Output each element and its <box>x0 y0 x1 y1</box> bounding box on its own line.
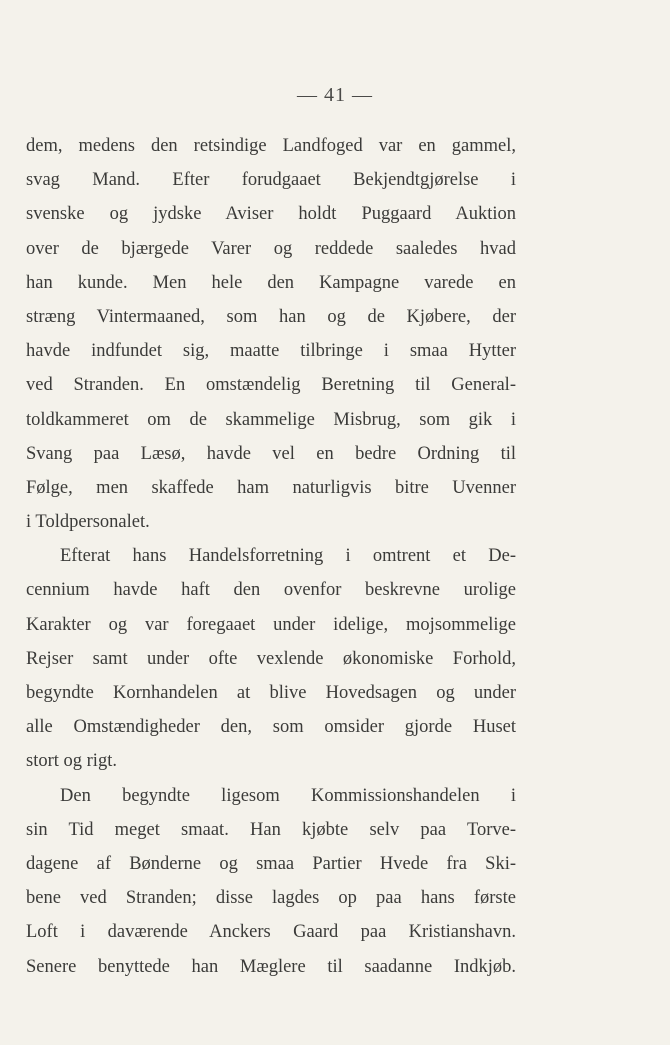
text-line: havde indfundet sig, maatte tilbringe i smaa Hytter <box>26 341 516 362</box>
text-line: Loft i daværende Anckers Gaard paa Kristianshavn. <box>26 922 516 943</box>
text-line: han kunde. Men hele den Kampagne varede en <box>26 272 516 293</box>
text-line: ved Stranden. En omstændelig Beretning til General- <box>26 375 516 396</box>
text-line: Senere benyttede han Mæglere til saadanne Indkjøb. <box>26 956 516 977</box>
page-number: — 41 — <box>297 84 373 106</box>
text-line: Følge, men skaffede ham naturligvis bitre Uvenner <box>26 477 516 498</box>
text-line: stræng Vintermaaned, som han og de Kjøbere, der <box>26 306 516 327</box>
text-line: Efterat hans Handelsforretning i omtrent et De- <box>60 546 516 567</box>
text-line: Rejser samt under ofte vexlende økonomiske Forhold, <box>26 648 516 669</box>
text-line: cennium havde haft den ovenfor beskrevne urolige <box>26 580 516 601</box>
text-line: stort og rigt. <box>26 751 117 772</box>
text-line: dem, medens den retsindige Landfoged var en gammel, <box>26 136 516 156</box>
text-line: alle Omstændigheder den, som omsider gjorde Huset <box>26 717 516 738</box>
text-line: Den begyndte ligesom Kommissionshandelen i <box>60 785 516 806</box>
body-text <box>26 129 516 984</box>
text-line: toldkammeret om de skammelige Misbrug, som gik i <box>26 409 516 430</box>
text-line: svag Mand. Efter forudgaaet Bekjendtgjørelse i <box>26 170 516 191</box>
text-line: i Toldpersonalet. <box>26 512 150 533</box>
text-line: Karakter og var foregaaet under idelige, mojsommelige <box>26 614 516 635</box>
text-line: Svang paa Læsø, havde vel en bedre Ordning til <box>26 443 516 464</box>
text-line: svenske og jydske Aviser holdt Puggaard Auktion <box>26 204 516 225</box>
text-line: dagene af Bønderne og smaa Partier Hvede fra Ski- <box>26 853 516 874</box>
text-line: begyndte Kornhandelen at blive Hovedsagen og under <box>26 683 516 703</box>
text-line: bene ved Stranden; disse lagdes op paa hans første <box>26 888 516 909</box>
text-line: over de bjærgede Varer og reddede saaledes hvad <box>26 238 516 259</box>
text-line: sin Tid meget smaat. Han kjøbte selv paa Torve- <box>26 819 516 840</box>
